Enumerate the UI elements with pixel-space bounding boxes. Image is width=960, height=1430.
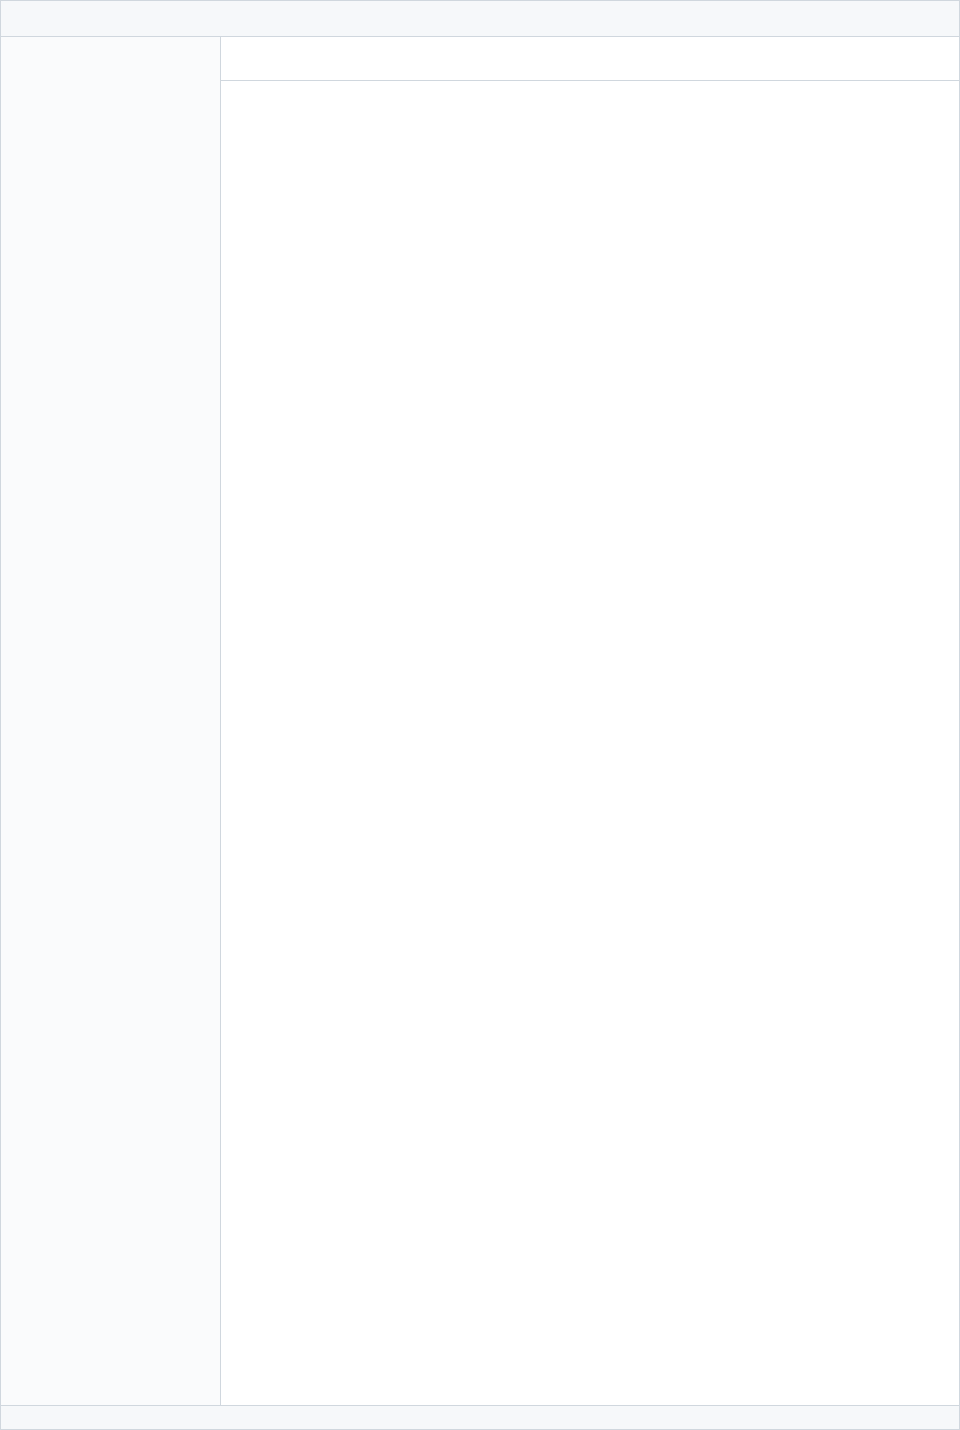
- window-body: [1, 37, 959, 1405]
- title-bar: [1, 1, 959, 37]
- status-bar: [1, 1405, 959, 1429]
- content-area: [221, 81, 959, 1405]
- toolbar: [221, 37, 959, 81]
- sidebar: [1, 37, 221, 1405]
- main-panel: [221, 37, 959, 1405]
